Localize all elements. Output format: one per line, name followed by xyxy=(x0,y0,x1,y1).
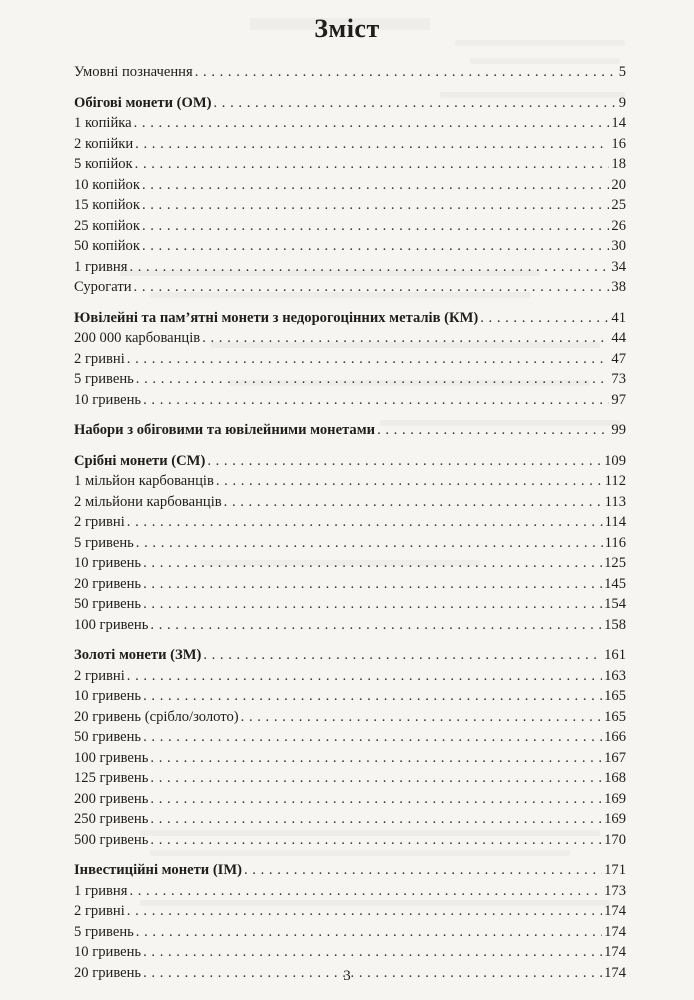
toc-entry xyxy=(74,574,626,595)
toc-entry xyxy=(74,216,626,237)
toc-entry-label: 250 гривень xyxy=(74,811,149,827)
toc-section-heading xyxy=(74,860,626,881)
toc-entry-label: 10 гривень xyxy=(74,944,142,960)
toc-section-heading xyxy=(74,308,626,329)
toc-entry-label: Золоті монети (ЗМ) xyxy=(74,647,202,663)
toc-entry-page: 97 xyxy=(611,391,626,408)
toc-entry xyxy=(74,830,626,851)
toc-entry-label: 50 копійок xyxy=(74,238,140,254)
toc-entry-label: Срібні монети (СМ) xyxy=(74,452,206,469)
toc-entry-page: 30 xyxy=(611,238,626,254)
toc-entry xyxy=(74,369,626,390)
toc-entry xyxy=(74,553,626,574)
toc-entry-page: 47 xyxy=(611,350,626,367)
dot-leader xyxy=(214,93,617,114)
toc-section xyxy=(74,451,626,636)
toc-section xyxy=(74,62,626,83)
toc-entry-label: 15 копійок xyxy=(74,197,140,213)
toc-entry xyxy=(74,666,626,687)
toc-entry-label: 2 копійки xyxy=(74,135,134,152)
toc-entry-label: 5 гривень xyxy=(74,371,134,387)
dot-leader xyxy=(142,175,609,196)
toc-entry-page: 173 xyxy=(604,882,626,899)
page-title: Зміст xyxy=(314,14,380,43)
toc-entry-page: 25 xyxy=(611,197,626,213)
toc-entry-page: 165 xyxy=(604,688,626,704)
toc-entry xyxy=(74,686,626,707)
toc-entry-label: 500 гривень xyxy=(74,831,149,848)
dot-leader xyxy=(142,195,609,216)
toc-section-heading xyxy=(74,645,626,666)
toc-entry-page: 34 xyxy=(611,258,626,275)
toc-entry xyxy=(74,236,626,257)
toc-entry-label: 1 копійка xyxy=(74,115,132,131)
dot-leader xyxy=(127,666,602,687)
toc-entry-page: 16 xyxy=(611,135,626,152)
toc-entry xyxy=(74,471,626,492)
dot-leader xyxy=(142,236,609,257)
toc-entry-label: 10 гривень xyxy=(74,391,142,408)
toc-entry xyxy=(74,349,626,370)
dot-leader xyxy=(216,471,603,492)
dot-leader xyxy=(150,615,602,636)
toc-entry-label: Набори з обіговими та ювілейними монетами xyxy=(74,422,376,438)
toc-entry-page: 171 xyxy=(604,862,626,878)
dot-leader xyxy=(136,369,610,390)
toc-entry xyxy=(74,809,626,830)
dot-leader xyxy=(150,830,602,851)
toc-entry-label: 2 гривні xyxy=(74,350,125,367)
toc-entry-label: 2 гривні xyxy=(74,514,125,530)
dot-leader xyxy=(150,748,602,769)
dot-leader xyxy=(143,727,602,748)
toc-entry-page: 174 xyxy=(604,944,626,960)
toc-entry-page: 165 xyxy=(604,708,626,725)
toc-entry xyxy=(74,512,626,533)
toc-entry xyxy=(74,257,626,278)
toc-entry-label: 20 гривень (срібло/золото) xyxy=(74,708,239,725)
dot-leader xyxy=(244,860,602,881)
toc-entry xyxy=(74,789,626,810)
dot-leader xyxy=(127,349,610,370)
dot-leader xyxy=(480,308,609,329)
toc-entry xyxy=(74,727,626,748)
table-of-contents xyxy=(74,62,626,993)
toc-section xyxy=(74,420,626,441)
toc-entry-label: 200 000 карбованців xyxy=(74,330,201,346)
toc-entry-label: 5 копійок xyxy=(74,156,133,172)
dot-leader xyxy=(143,553,602,574)
toc-entry-label: 1 мільйон карбованців xyxy=(74,473,214,489)
toc-entry-label: Ювілейні та пам’ятні монети з недорогоцінних металів (КМ) xyxy=(74,309,479,326)
toc-section xyxy=(74,645,626,850)
toc-entry-label: 5 гривень xyxy=(74,923,134,940)
toc-entry-page: 9 xyxy=(618,94,626,111)
toc-entry-label: 25 копійок xyxy=(74,217,140,234)
toc-entry xyxy=(74,492,626,513)
toc-entry xyxy=(74,942,626,963)
toc-entry-page: 116 xyxy=(604,534,626,551)
dot-leader xyxy=(143,594,602,615)
toc-entry xyxy=(74,922,626,943)
dot-leader xyxy=(135,154,610,175)
dot-leader xyxy=(127,901,602,922)
toc-entry-page: 158 xyxy=(604,616,626,633)
toc-entry xyxy=(74,134,626,155)
dot-leader xyxy=(143,390,609,411)
toc-entry-label: 100 гривень xyxy=(74,616,149,633)
toc-entry-page: 167 xyxy=(604,749,626,766)
toc-entry-label: 100 гривень xyxy=(74,749,149,766)
toc-entry xyxy=(74,533,626,554)
dot-leader xyxy=(377,420,609,441)
toc-entry xyxy=(74,277,626,298)
dot-leader xyxy=(195,62,617,83)
toc-entry-page: 113 xyxy=(604,493,626,510)
toc-entry-page: 166 xyxy=(604,729,626,745)
toc-entry-label: Сурогати xyxy=(74,279,132,295)
dot-leader xyxy=(127,512,603,533)
dot-leader xyxy=(136,533,603,554)
toc-entry-label: 50 гривень xyxy=(74,596,142,612)
toc-entry xyxy=(74,707,626,728)
toc-entry-label: 50 гривень xyxy=(74,729,142,745)
toc-entry-page: 41 xyxy=(611,309,626,326)
toc-entry-page: 44 xyxy=(611,330,626,346)
toc-entry xyxy=(74,154,626,175)
dot-leader xyxy=(207,451,602,472)
toc-entry xyxy=(74,594,626,615)
dot-leader xyxy=(202,328,609,349)
toc-entry-page: 26 xyxy=(611,217,626,234)
toc-entry-label: Обігові монети (ОМ) xyxy=(74,94,212,111)
dot-leader xyxy=(224,492,603,513)
toc-entry-label: 10 гривень xyxy=(74,555,142,571)
dot-leader xyxy=(150,789,602,810)
toc-entry-label: 10 гривень xyxy=(74,688,142,704)
toc-entry xyxy=(74,615,626,636)
toc-section xyxy=(74,308,626,411)
dot-leader xyxy=(203,645,602,666)
toc-section-heading xyxy=(74,420,626,441)
dot-leader xyxy=(134,277,610,298)
toc-entry-page: 145 xyxy=(604,575,626,592)
toc-entry-page: 174 xyxy=(604,903,626,919)
toc-entry xyxy=(74,175,626,196)
dot-leader xyxy=(134,113,610,134)
toc-entry-page: 5 xyxy=(618,64,626,80)
toc-entry xyxy=(74,195,626,216)
dot-leader xyxy=(150,768,602,789)
toc-entry-page: 99 xyxy=(611,422,626,438)
toc-section xyxy=(74,93,626,298)
toc-entry xyxy=(74,328,626,349)
toc-entry xyxy=(74,881,626,902)
toc-entry-page: 169 xyxy=(604,790,626,807)
toc-entry xyxy=(74,901,626,922)
toc-entry-label: Умовні позначення xyxy=(74,64,193,80)
toc-entry-label: 2 мільйони карбованців xyxy=(74,493,222,510)
toc-section-heading xyxy=(74,93,626,114)
dot-leader xyxy=(143,574,602,595)
toc-entry-page: 154 xyxy=(604,596,626,612)
toc-entry-label: 200 гривень xyxy=(74,790,149,807)
toc-entry xyxy=(74,113,626,134)
toc-entry-page: 14 xyxy=(611,115,626,131)
dot-leader xyxy=(135,134,609,155)
dot-leader xyxy=(129,881,602,902)
toc-entry-label: 20 гривень xyxy=(74,575,142,592)
toc-entry-page: 109 xyxy=(604,452,626,469)
page-number: 3 xyxy=(343,968,351,984)
toc-entry-page: 20 xyxy=(611,176,626,193)
toc-entry-page: 170 xyxy=(604,831,626,848)
dot-leader xyxy=(136,922,602,943)
toc-entry-page: 73 xyxy=(611,371,626,387)
dot-leader xyxy=(129,257,609,278)
toc-section xyxy=(74,860,626,983)
toc-entry-label: 10 копійок xyxy=(74,176,140,193)
toc-entry-page: 18 xyxy=(611,156,626,172)
toc-entry-page: 125 xyxy=(604,555,626,571)
toc-entry xyxy=(74,390,626,411)
toc-entry xyxy=(74,62,626,83)
toc-entry-page: 174 xyxy=(604,923,626,940)
toc-entry-page: 168 xyxy=(604,770,626,786)
dot-leader xyxy=(241,707,602,728)
toc-entry-label: 125 гривень xyxy=(74,770,149,786)
dot-leader xyxy=(142,216,609,237)
toc-entry xyxy=(74,768,626,789)
toc-entry-page: 163 xyxy=(604,667,626,684)
toc-entry-page: 169 xyxy=(604,811,626,827)
toc-entry-label: 2 гривні xyxy=(74,903,125,919)
toc-entry-label: 5 гривень xyxy=(74,534,134,551)
toc-entry-label: 1 гривня xyxy=(74,258,128,275)
toc-entry-page: 114 xyxy=(604,514,626,530)
toc-entry-page: 174 xyxy=(604,964,626,981)
toc-entry-label: Інвестиційні монети (ІМ) xyxy=(74,862,242,878)
toc-entry xyxy=(74,748,626,769)
toc-entry-label: 1 гривня xyxy=(74,882,128,899)
dot-leader xyxy=(143,942,602,963)
dot-leader xyxy=(150,809,602,830)
toc-section-heading xyxy=(74,451,626,472)
toc-entry-page: 161 xyxy=(604,647,626,663)
dot-leader xyxy=(143,686,602,707)
toc-entry-page: 112 xyxy=(604,473,626,489)
toc-entry-label: 2 гривні xyxy=(74,667,125,684)
toc-entry-page: 38 xyxy=(611,279,626,295)
toc-entry-label: 20 гривень xyxy=(74,964,142,981)
